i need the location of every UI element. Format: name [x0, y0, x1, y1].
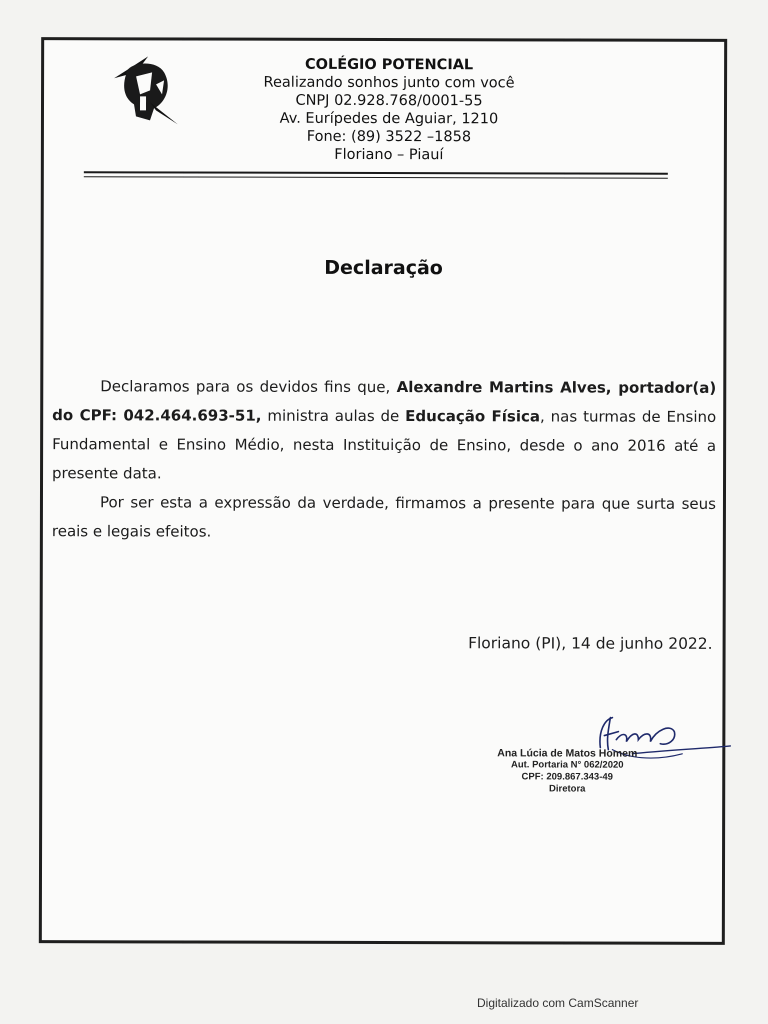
person-name-cpf: Alexandre Martins Alves, portador(a) do CPF: 042.464.693-51,: [52, 378, 717, 425]
signatory-cpf: CPF: 209.867.343-49: [521, 771, 613, 783]
date-line: Floriano (PI), 14 de junho 2022.: [468, 634, 713, 653]
school-slogan: Realizando sonhos junto com você: [263, 74, 515, 92]
signatory-portaria: Aut. Portaria N° 062/2020: [510, 759, 624, 771]
header-divider: [84, 171, 668, 175]
declaration-paragraph-1: Declaramos para os devidos fins que, Alexandre Martins Alves, portador(a) do CPF: 042.464.693-51, ministra aulas de Educação Física, nas turmas de Ensino Fundamental e Ensino Médio, nesta Instituição de Ensino, desde o ano 2016 até a presente data.: [52, 377, 717, 483]
document-title: Declaração: [324, 256, 443, 280]
letterhead: [194, 56, 584, 165]
signatory-name: Ana Lúcia de Matos Homem: [497, 747, 638, 760]
header-divider-thin: [84, 176, 668, 179]
school-cnpj: CNPJ 02.928.768/0001-55: [295, 92, 483, 110]
scanner-watermark: Digitalizado com CamScanner: [477, 996, 639, 1010]
declaration-body: [52, 372, 716, 548]
school-logo-icon: [106, 50, 186, 130]
signatory-role: Diretora: [548, 783, 586, 795]
school-address: Av. Eurípedes de Aguiar, 1210: [279, 110, 499, 128]
document-page: [39, 37, 727, 945]
school-city: Floriano – Piauí: [334, 146, 444, 164]
subject-name: Educação Física: [405, 407, 541, 426]
school-phone: Fone: (89) 3522 –1858: [306, 128, 472, 146]
declaration-paragraph-2: Por ser esta a expressão da verdade, firmamos a presente para que surta seus reais e legais efeitos.: [51, 493, 716, 541]
school-name: COLÉGIO POTENCIAL: [305, 56, 474, 74]
signature-stamp: [482, 747, 652, 795]
